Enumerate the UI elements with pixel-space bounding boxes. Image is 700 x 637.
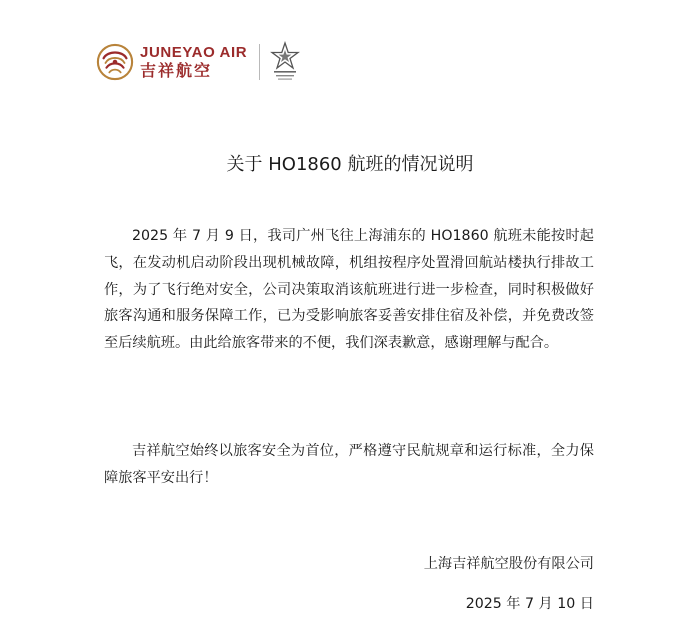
brand-name-english: JUNEYAO AIR: [140, 44, 248, 61]
jixiang-swirl-logo-icon: [96, 43, 134, 81]
statement-paragraph-1: 2025 年 7 月 9 日，我司广州飞往上海浦东的 HO1860 航班未能按时起飞，在发动机启动阶段出现机械故障，机组按程序处置滑回航站楼执行排故工作，为了飞行绝对安全，公司决策取消该航班进行进一步检查，同时积极做好旅客沟通和服务保障工作，已为受影响旅客妥善安排住宿及补偿，并免费改签至后续航班。由此给旅客带来的不便，我们深表歉意，感谢理解与配合。: [104, 228, 594, 352]
brand-name-chinese: 吉祥航空: [140, 61, 213, 80]
logo-divider: [259, 44, 260, 80]
letterhead: [96, 40, 300, 84]
signature-date: 2025 年 7 月 10 日: [465, 596, 594, 612]
star-alliance-connecting-partner-icon: [270, 41, 300, 83]
brand-wordmark: [140, 44, 247, 80]
document-title: 关于 HO1860 航班的情况说明: [226, 154, 474, 175]
signature-company: 上海吉祥航空股份有限公司: [423, 556, 594, 572]
statement-paragraph-2: 吉祥航空始终以旅客安全为首位，严格遵守民航规章和运行标准，全力保障旅客平安出行！: [104, 443, 594, 486]
